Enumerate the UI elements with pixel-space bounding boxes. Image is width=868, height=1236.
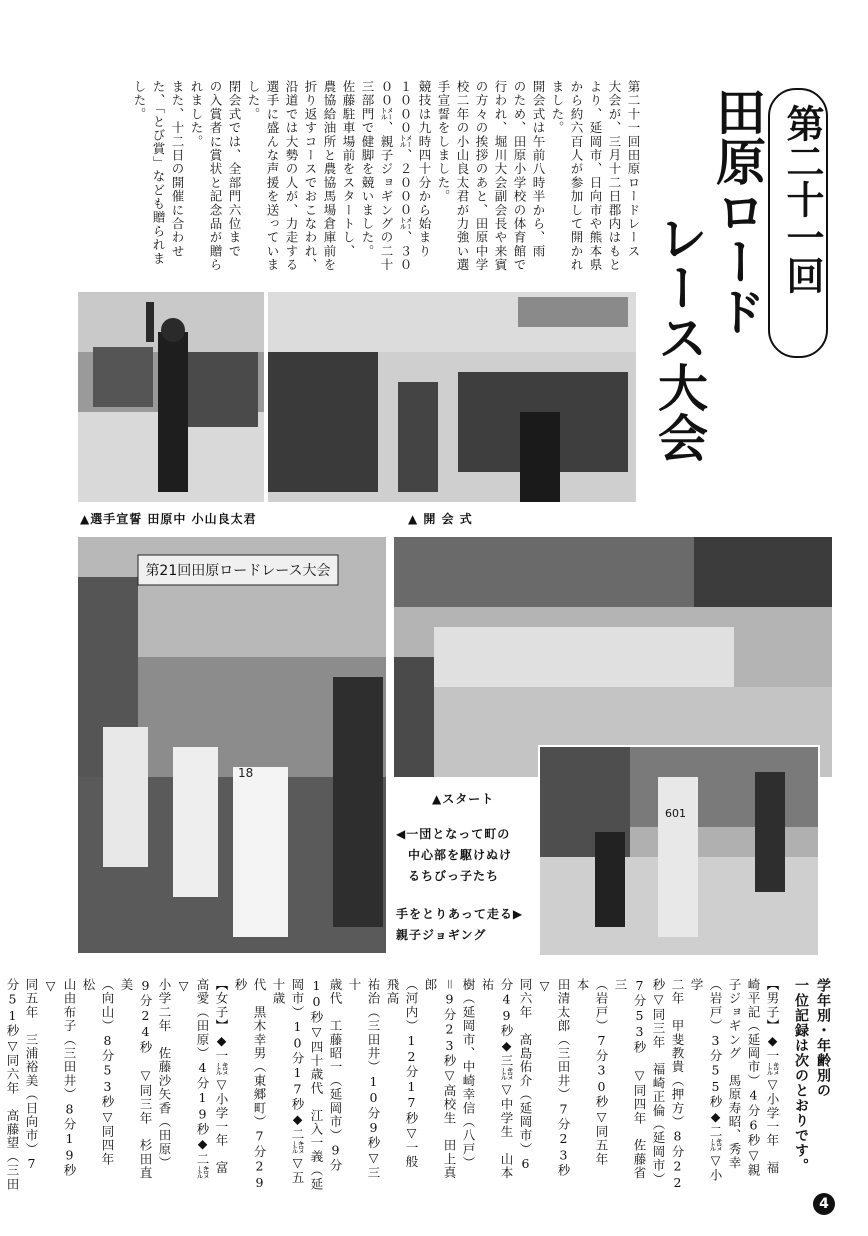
result-line: 子ジョギング 馬原寿昭、秀幸 [727, 978, 742, 1170]
result-line: 分49秒◆三㌖▽中学生 山本祐 [480, 978, 514, 1180]
result-line: 田清太郎（三田井）7分23秒▽ [537, 978, 571, 1178]
intro-line: 三部門で健脚を競いました。 [360, 80, 375, 259]
intro-line: れました。 [189, 80, 204, 149]
photo-opening-ceremony [268, 292, 636, 502]
result-line: 歳代 工藤昭一（延岡市）9分 [328, 978, 343, 1173]
runner-bib-number: 18 [238, 766, 254, 780]
intro-line: ００㍍、親子ジョギングの二十 [379, 80, 394, 272]
result-line: （向山）8分53秒▽同四年 松 [81, 978, 115, 1180]
banner-text: 第21回田原ロードレース大会 [145, 563, 331, 579]
caption-group-line: るちびっ子たち [408, 869, 500, 883]
result-line: 【女子】◆一㌖▽小学一年 富 [214, 978, 229, 1175]
intro-line: 折り返すコースでおこなわれ、 [303, 80, 318, 272]
intro-line: の入賞者に賞状と記念品が贈ら [208, 80, 223, 272]
caption-jog-line: 親子ジョギング [396, 928, 487, 942]
caption-athlete-oath: ▲選手宣誓 田原中 小山良太君 [80, 512, 257, 526]
result-line: 山由布子（三田井）8分19秒▽ [43, 978, 77, 1178]
result-line: 二年 甲斐教貴（押方）8分22 [670, 978, 685, 1191]
caption-parent-child [396, 904, 523, 946]
result-line: 同六年 高島佑介（延岡市）6 [518, 978, 533, 1173]
result-line: 岡市）10分17秒◆二㌖▽五十歳 [271, 978, 305, 1185]
results-heading-line: 学年別・年齢別の [815, 978, 831, 1098]
caption-group-line: ◀一団となって町の [396, 827, 511, 841]
runner-bib-number: 601 [665, 807, 686, 820]
intro-line: から約六百人が参加して開かれ [569, 80, 584, 272]
result-line: （岩戸）7分30秒▽同五年 本 [575, 978, 609, 1180]
caption-start: ▲スタート [432, 792, 495, 806]
result-line [0, 978, 1, 1180]
intro-line: 選手に盛んな声援を送っていま [265, 80, 280, 272]
result-line: （岩戸）3分55秒◆二㌖▽小学 [689, 978, 723, 1183]
intro-line: 沿道では大勢の人が、力走する [284, 80, 299, 272]
intro-line: 佐藤駐車場前をスタートし、 [341, 80, 356, 259]
result-line: 秒 [233, 978, 248, 992]
result-line: 分51秒▽同六年 高藤望（三田 [5, 978, 20, 1191]
intro-line: 校二年の小山良太君が力強い選 [455, 80, 470, 272]
title-badge [768, 88, 828, 358]
intro-line: のため、田原小学校の体育館で [512, 80, 527, 272]
intro-article [78, 80, 643, 285]
title-line-1: 田原ロード [708, 86, 766, 336]
result-line: 祐治（三田井）10分9秒▽三十 [347, 978, 381, 1180]
result-line: 7分53秒 ▽同四年 佐藤省三 [613, 978, 647, 1180]
result-line: 代 黒木幸男（東郷町）7分29 [252, 978, 267, 1191]
intro-line: した。 [246, 80, 261, 122]
results-heading [790, 978, 834, 1193]
result-line: 9分24秒 ▽同三年 杉田直美 [119, 978, 153, 1180]
intro-line: 手宣誓をしました。 [436, 80, 451, 204]
intro-line: ました。 [550, 80, 565, 135]
intro-line: より、延岡市、日向市や熊本県 [588, 80, 603, 272]
photo-start [394, 537, 832, 777]
result-line: 崎平記（延岡市）4分6秒▽親 [746, 978, 761, 1178]
photo-athlete-oath [78, 292, 264, 502]
intro-line: 農協給油所と農協馬場倉庫前を [322, 80, 337, 272]
caption-opening-ceremony: ▲ 開 会 式 [408, 512, 473, 526]
title-line-2: レース大会 [650, 212, 708, 462]
intro-line: 競技は九時四十分から始まり [417, 80, 432, 259]
result-line: ＝9分23秒▽高校生 田上真郎 [423, 978, 457, 1180]
result-line: 高愛（田原）4分19秒◆二㌖▽ [176, 978, 210, 1180]
intro-line: 閉会式では、全部門六位まで [227, 80, 242, 259]
result-line: 秒▽同三年 福崎正倫（延岡市） [651, 978, 666, 1186]
result-line: 樹（延岡市、中崎幸信（八戸） [461, 978, 476, 1170]
intro-line: 行われ、堀川大会副会長や来賓 [493, 80, 508, 272]
intro-line: た、「とび賞」なども贈られま [151, 80, 166, 266]
result-line: 【男子】◆一㌖▽小学一年 福 [765, 978, 780, 1175]
photo-parent-child-jogging [538, 745, 820, 957]
photo-children-running [78, 537, 386, 953]
intro-line: の方々の挨拶のあと、田原中学 [474, 80, 489, 272]
intro-line: 開会式は午前八時半から、雨 [531, 80, 546, 259]
results-list [5, 978, 782, 1193]
intro-line: 大会が、三月十二日郡内はもと [607, 80, 622, 272]
intro-line: 第二十一回田原ロードレース [626, 80, 641, 259]
caption-group-runners [396, 824, 512, 887]
result-line: 同五年 三浦裕美（日向市）7 [24, 978, 39, 1173]
intro-line: １０００㍍、２０００㍍、３０ [398, 80, 413, 272]
page-number: 4 [813, 1193, 835, 1215]
intro-line: また、十二日の開催に合わせ [170, 80, 185, 259]
intro-line: した。 [132, 80, 147, 122]
result-line: 10秒▽四十歳代 江入一義（延 [309, 978, 324, 1191]
title-badge-text: 第二十一回 [780, 104, 824, 294]
caption-group-line: 中心部を駆けぬけ [408, 848, 513, 862]
result-line: （河内）12分17秒▽一般 飛高 [385, 978, 419, 1183]
results-heading-line: 一位記録は次のとおりです。 [793, 978, 809, 1173]
result-line: 小学二年 佐藤沙矢香（田原） [157, 978, 172, 1170]
caption-jog-line: 手をとりあって走る▶ [396, 907, 524, 921]
